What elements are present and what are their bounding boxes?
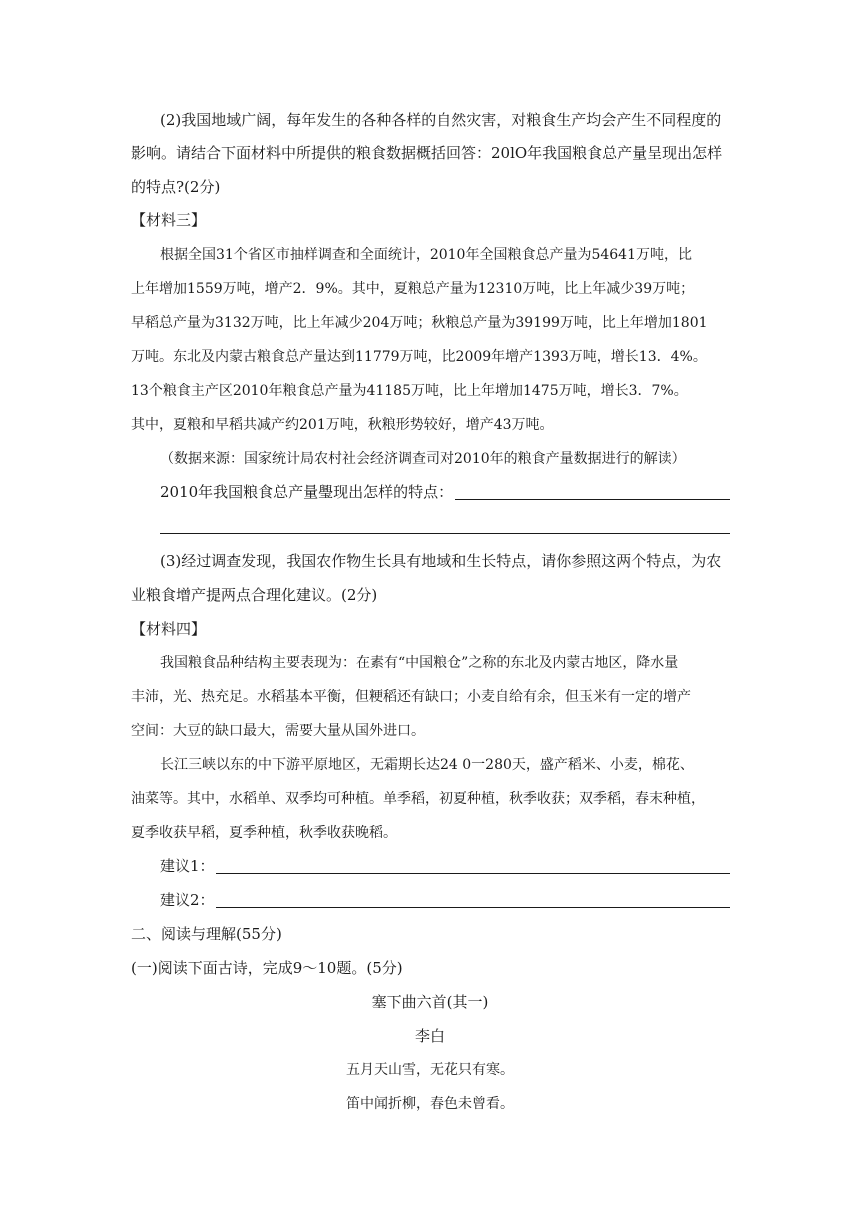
material4-para1-line-2: 丰沛，光、热充足。水稻基本平衡，但粳稻还有缺口；小麦自给有余，但玉米有一定的增产 bbox=[131, 689, 691, 705]
suggestion-2-label: 建议2： bbox=[160, 891, 215, 909]
material4-para2-line-1: 长江三峡以东的中下游平原地区，无霜期长达24 0一280天，盛产稻米、小麦，棉花、 bbox=[160, 757, 694, 773]
poem-title: 塞下曲六首(其一) bbox=[371, 993, 489, 1011]
answer-blank-1[interactable] bbox=[455, 499, 730, 500]
poem-author: 李白 bbox=[414, 1027, 445, 1045]
material3-line-6: 其中，夏粮和早稻共减产约201万吨，秋粮形势较好，增产43万吨。 bbox=[131, 417, 554, 433]
material4-para1-line-1: 我国粮食品种结构主要表现为：在素有“中国粮仓”之称的东北及内蒙古地区，降水量 bbox=[160, 655, 679, 671]
material3-line-3: 早稻总产量为3132万吨，比上年减少204万吨；秋粮总产量为39199万吨，比上年增加1801 bbox=[131, 315, 708, 331]
material3-line-1: 根据全国31个省区市抽样调查和全面统计，2010年全国粮食总产量为54641万吨，比 bbox=[160, 247, 692, 263]
q3-line-1: (3)经过调查发现，我国农作物生长具有地域和生长特点，请你参照这两个特点，为农 bbox=[160, 552, 722, 570]
material3-source: （数据来源：国家统计局农村社会经济调查司对2010年的粮食产量数据进行的解读） bbox=[160, 451, 686, 467]
suggestion-1-label: 建议1： bbox=[160, 857, 215, 875]
answer-blank-2[interactable] bbox=[160, 533, 730, 534]
material4-para2-line-3: 夏季收获早稻，夏季种植，秋季收获晚稻。 bbox=[131, 825, 397, 841]
section2-title: 二、阅读与理解(55分) bbox=[131, 925, 282, 943]
material4-para2-line-2: 油菜等。其中，水稻单、双季均可种植。单季稻，初夏种植，秋季收获；双季稻，春末种植， bbox=[131, 791, 705, 807]
q3-line-2: 业粮食增产提两点合理化建议。(2分) bbox=[131, 586, 378, 604]
suggestion-2-blank[interactable] bbox=[216, 907, 730, 908]
q2-line-3: 的特点?(2分) bbox=[131, 178, 221, 196]
material3-line-5: 13个粮食主产区2010年粮食总产量为41185万吨，比上年增加1475万吨，增长3．7%。 bbox=[131, 383, 688, 399]
poem-line-1: 五月天山雪，无花只有寒。 bbox=[346, 1062, 514, 1078]
material3-answer-prompt: 2010年我国粮食总产量璺现出怎样的特点： bbox=[160, 483, 454, 501]
section2-subtitle: (一)阅读下面古诗，完成9～10题。(5分) bbox=[131, 959, 403, 977]
material3-line-4: 万吨。东北及内蒙古粮食总产量达到11779万吨，比2009年增产1393万吨，增长13．4%。 bbox=[131, 349, 707, 365]
q2-line-2: 影响。请结合下面材料中所提供的粮食数据概括回答：20lO年我国粮食总产量呈现出怎样 bbox=[131, 144, 723, 162]
q2-line-1: (2)我国地域广阔，每年发生的各种各样的自然灾害，对粮食生产均会产生不同程度的 bbox=[160, 111, 722, 129]
material3-heading: 【材料三】 bbox=[131, 211, 207, 229]
suggestion-1-blank[interactable] bbox=[216, 873, 730, 874]
poem-line-2: 笛中闻折柳，春色未曾看。 bbox=[346, 1096, 514, 1112]
material4-heading: 【材料四】 bbox=[131, 620, 207, 638]
material3-line-2: 上年增加1559万吨，增产2．9%。其中，夏粮总产量为12310万吨，比上年减少39万吨； bbox=[131, 281, 695, 297]
material4-para1-line-3: 空间：大豆的缺口最大，需要大量从国外进口。 bbox=[131, 723, 425, 739]
